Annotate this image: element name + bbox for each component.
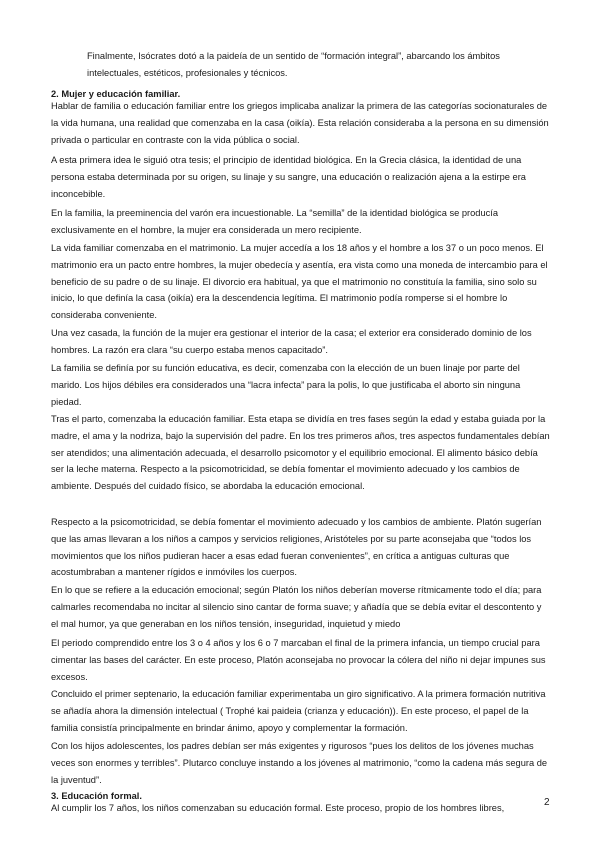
intro-paragraph: Finalmente, Isócrates dotó a la paideía de un sentido de “formación integral”, abarcando los ámbitos intelectuales, estéticos, profesionales y técnicos. <box>87 51 500 78</box>
page-number: 2 <box>544 797 550 808</box>
section-3-heading: 3. Educación formal. <box>51 791 142 801</box>
paragraph-family-education-start: Tras el parto, comenzaba la educación familiar. Esta etapa se dividía en tres fases según la edad y estaba guiada por la madre, el ama y la nodriza, bajo la supervisión del padre. En los tres primeros años, tres aspectos fundamentales debían ser atendidos; una alimentación adecuada, el desarrollo psicomotor y el equilibrio emocional. El alimento básico debía ser la leche materna. Respecto a la psicomotricidad, se debía fomentar el movimiento adecuado y los cambios de ambiente. Después del cuidado físico, se abordaba la educación emocional. <box>51 414 550 492</box>
paragraph-first-septenary: Concluido el primer septenario, la educación familiar experimentaba un giro significativo. A la primera formación nutritiva se añadía ahora la dimensión intelectual ( Trophé kai paideia (crianza y educación)). En este proceso, el papel de la familia consistía principalmente en brindar ánimo, apoyo y complementar la formación. <box>51 689 546 733</box>
paragraph-educational-function: La familia se definía por su función educativa, es decir, comenzaba con la elección de un buen linaje por parte del marido. Los hijos débiles era considerados una “lacra infecta” para la polis, lo que justificaba el aborto sin ninguna piedad. <box>51 363 521 407</box>
paragraph-early-childhood: El periodo comprendido entre los 3 o 4 años y los 6 o 7 marcaban el final de la primera infancia, un tiempo crucial para cimentar las bases del carácter. En este proceso, Platón aconsejaba no provocar la cólera del niño ni dejar impunes sus excesos. <box>51 638 546 682</box>
paragraph-formal-education: Al cumplir los 7 años, los niños comenzaban su educación formal. Este proceso, propio de los hombres libres, <box>51 803 505 813</box>
section-2-heading: 2. Mujer y educación familiar. <box>51 89 181 99</box>
paragraph-psychomotricity: Respecto a la psicomotricidad, se debía fomentar el movimiento adecuado y los cambios de ambiente. Platón sugerían que las amas llevaran a los niños a campos y servicios religiones, Aristóteles por su parte aconsejaba que “todos los movimientos que los niños pudieran hacer a esas edad fueran convenientes”, en crítica a antiguas culturas que acostumbraban a mantener rígidos e inmóviles los cuerpos. <box>51 517 542 578</box>
paragraph-woman-role: Una vez casada, la función de la mujer era gestionar el interior de la casa; el exterior era considerado dominio de los hombres. La razón era clara “su cuerpo estaba menos capacitado”. <box>51 328 532 355</box>
paragraph-emotional-education: En lo que se refiere a la educación emocional; según Platón los niños deberían moverse rítmicamente todo el día; para calmarles recomendaba no incitar al silencio sino cantar de forma suave; y añadía que se debía evitar el descontento y el mal humor, ya que generaban en los niños tensión, inseguridad, inquietud y miedo <box>51 585 542 629</box>
paragraph-adolescents: Con los hijos adolescentes, los padres debían ser más exigentes y rigurosos “pues los delitos de los jóvenes muchas veces son enormes y terribles”. Plutarco concluye instando a los jóvenes al matrimonio, “como la cadena más segura de la juventud”. <box>51 741 548 785</box>
paragraph-marriage: La vida familiar comenzaba en el matrimonio. La mujer accedía a los 18 años y el hombre a los 37 o un poco menos. El matrimonio era un pacto entre hombres, la mujer obedecía y asentía, era vista como una moneda de intercambio para el beneficio de su padre o de su linaje. El divorcio era habitual, ya que el matrimonio no constituía la familia, sino solo su inicio, lo que definía la casa (oikía) era la descendencia legítima. El matrimonio podía romperse si el hombre lo consideraba conveniente. <box>51 243 548 321</box>
paragraph-male-preeminence: En la familia, la preeminencia del varón era incuestionable. La “semilla” de la identidad biológica se producía exclusivamente en el hombre, la mujer era considerada un mero recipiente. <box>51 208 499 235</box>
paragraph-biological-identity: A esta primera idea le siguió otra tesis; el principio de identidad biológica. En la Grecia clásica, la identidad de una persona estaba determinada por su origen, su linaje y su sangre, una educación o realización ajena a la estirpe era inconcebible. <box>51 155 526 199</box>
paragraph-family-definition: Hablar de familia o educación familiar entre los griegos implicaba analizar la primera de las categorías socionaturales de la vida humana, una realidad que comenzaba en la casa (oikía). Esta relación consideraba a la persona en su dimensión privada o particular en contraste con la vida pública o social. <box>51 101 549 145</box>
